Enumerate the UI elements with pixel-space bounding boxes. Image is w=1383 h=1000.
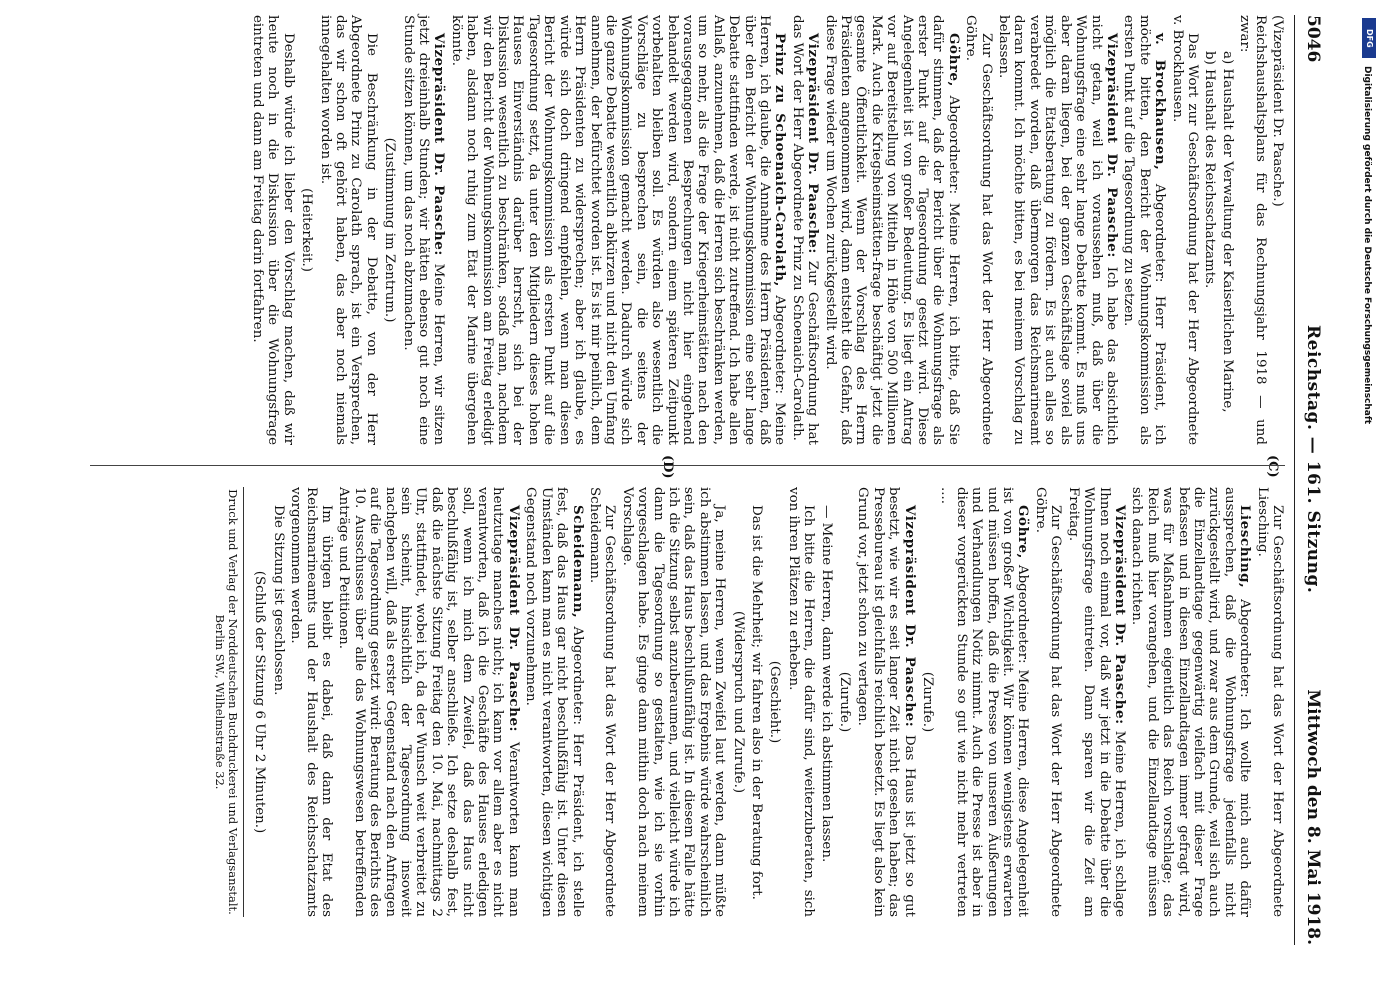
- page-number: 5046: [1303, 15, 1323, 63]
- paragraph: Zur Geschäftsordnung hat das Wort der Herr Abgeordnete Scheidemann.: [586, 487, 618, 917]
- speaker-name: Vizepräsident Dr. Paasche:: [1111, 505, 1128, 725]
- text-column-left: [248, 15, 1285, 445]
- printer-imprint: Druck und Verlag der Norddeutschen Buchdruckerei und Verlagsanstalt. Berlin SW., Wilhelmstraße 32.: [213, 489, 240, 915]
- column-divider: [90, 465, 1285, 466]
- paragraph: Vizepräsident Dr. Paasche: Meine Herren, wir sitzen jetzt dreieinhalb Stunden; wir hätten ebenso gut noch eine Stunde sitzen können, um das noch abzumachen.: [400, 15, 448, 445]
- paragraph: Das Wort zur Geschäftsordnung hat der Herr Abgeordnete v. Brockhausen.: [1169, 15, 1200, 445]
- paragraph: Reichshaushaltsplans für das Rechnungsjahr 1918 — und zwar:: [1237, 15, 1268, 445]
- paragraph: (Geschieht.): [767, 660, 783, 744]
- speaker-name: Göhre,: [1015, 505, 1032, 559]
- paragraph: — Meine Herren, dann werde ich abstimmen lassen.: [818, 505, 834, 863]
- paragraph: Im übrigen bleibt es dabei, daß dann der Etat des Reichsmarineamts und der Haushalt des Reichsschatzamts vorgenommen werden.: [288, 487, 335, 917]
- paragraph: (Heiterkeit.): [299, 188, 315, 272]
- margin-marker-d: (D): [660, 455, 675, 479]
- paragraph: Zur Geschäftsordnung hat das Wort der Herr Abgeordnete Göhre.: [1032, 487, 1064, 917]
- paragraph: Scheidemann, Abgeordneter: Herr Präsident, ich stelle fest, daß das Haus gar nicht beschlußfähig ist. Unter diesen Umständen kann man es nicht verantworten, diesen wichtigen Gegenstand noch vorzunehmen.: [523, 487, 586, 917]
- paragraph: v. Brockhausen, Abgeordneter: Herr Präsident, ich möchte bitten, den Bericht der Wohnungskommission als ersten Punkt auf die Tagesordnung zu setzen.: [1121, 15, 1169, 445]
- paragraph: Göhre, Abgeordneter: Meine Herren, diese Angelegenheit ist von großer Wichtigkeit. Wir können wenigstens erwarten und müssen hoffen, daß die Presse von unseren Äußerungen und Verhandlungen Notiz nimmt. Auch die Presse ist aber in dieser vorgerückten Stunde so gut wie nicht mehr vertreten ....: [938, 487, 1032, 917]
- paragraph: Die Sitzung ist geschlossen.: [270, 505, 286, 696]
- speaker-name: Vizepräsident Dr. Paasche:: [1103, 33, 1120, 258]
- paragraph: Ja, meine Herren, wenn Zweifel laut werden, dann müßte ich abstimmen lassen, und das Ergebnis würde wahrscheinlich sein, daß das Haus beschlußunfähig ist. In diesem Falle hätte ich die Sitzung selbst anzuberaumen, und vielleicht würde ich dann die Tagesordnung so gestalten, wie ich sie vorhin vorgeschlagen habe. Es ginge dann mithin doch nach meinem Vorschlage.: [619, 487, 728, 917]
- speaker-name: Vizepräsident Dr. Paasche:: [431, 33, 448, 256]
- paragraph: Zur Geschäftsordnung hat das Wort der Herr Abgeordnete Göhre.: [963, 15, 994, 445]
- speaker-name: Scheidemann,: [569, 505, 586, 619]
- header-rule: [1294, 15, 1295, 945]
- paragraph: (Zurufe.): [837, 671, 853, 733]
- paragraph: Vizepräsident Dr. Paasche: Ich habe das absichtlich nicht getan, weil ich voraussehen muß, daß über die Wohnungsfrage eine sehr lange Debatte kommt. Es muß uns aber daran liegen, bei der ganzen Geschäftslage soviel als möglich die Etatsberatung zu fördern. Es ist auch alles so verabredet worden, daß übermorgen das Reichsmarineamt daran kommt. Ich möchte bitten, es bei meinem Vorschlag zu belassen.: [996, 15, 1120, 445]
- header-title: Reichstag. — 161. Sitzung.: [1303, 325, 1323, 594]
- paragraph: Das ist die Mehrheit; wir fahren also in der Beratung fort.: [749, 505, 764, 900]
- paragraph: (Zustimmung im Zentrum.): [382, 137, 398, 323]
- paragraph: Vizepräsident Dr. Paasche: Das Haus ist jetzt so gut besetzt, wie wir es seit langer Zeit nicht gesehen haben; das Pressebureau ist gleichfalls reichlich besetzt. Es liegt also kein Grund vor, jetzt schon zu vertagen.: [855, 487, 918, 917]
- paragraph: Vizepräsident Dr. Paasche: Verantworten kann man heutzutage manches nicht; ich kann vor allem aber es nicht verantworten, daß ich die Geschäfte des Hauses erledigen soll, wenn ich mich dem Zweifel, daß das Haus nicht beschlußfähig ist, selber anschließe. Ich setze deshalb fest, daß die nächste Sitzung Freitag den 10. Mai, nachmittags 2 Uhr, stattfindet, wobei ich, da der Wunsch weit verbreitet zu sein scheint, hinsichtlich der Tagesordnung insoweit nachgeben will, daß als erster Gegenstand nach den Anfragen auf die Tagesordnung gesetzt wird: Beratung des Berichts des 10. Ausschusses über alle das Wohnungswesen betreffenden Anträge und Petitionen.: [336, 487, 522, 917]
- paragraph: Vizepräsident Dr. Paasche: Meine Herren, ich schlage Ihnen noch einmal vor, daß wir jetzt in die Debatte über die Wohnungsfrage eintreten. Dann sparen wir die Zeit am Freitag.: [1065, 487, 1128, 917]
- paragraph: b) Haushalt des Reichsschatzamts.: [1202, 51, 1218, 289]
- dfg-caption: Digitalisierung gefördert durch die Deutsche Forschungsgemeinschaft: [1362, 66, 1372, 425]
- digitization-sidebar: [1358, 10, 1380, 990]
- page-header: [1291, 15, 1335, 945]
- imprint-rule: [243, 487, 244, 917]
- dfg-logo: DFG: [1362, 18, 1376, 58]
- paragraph: Liesching, Abgeordneter: Ich wollte mich auch dafür aussprechen, daß die Wohnungsfrage jedenfalls nicht zurückgestellt wird, und zwar aus dem Grunde, weil sich auch die Einzellandtage gegenwärtig vielfach mit dieser Frage befassen und in diesen Einzellandtagen immer gefragt wird, was für Maßnahmen eigentlich das Reich vorschlage; das Reich muß hier vorangehen, und die Einzellandtage müssen sich danach richten.: [1129, 487, 1254, 917]
- paragraph: (Zurufe.): [920, 671, 936, 733]
- paragraph: Deshalb würde ich lieber den Vorschlag machen, daß wir heute noch in die Diskussion über die Wohnungsfrage eintreten und dann am Freitag darin fortfahren.: [250, 15, 296, 445]
- paragraph: Zur Geschäftsordnung hat das Wort der Herr Abgeordnete Liesching.: [1254, 487, 1285, 917]
- speaker-name: Vizepräsident Dr. Paasche:: [505, 505, 522, 733]
- margin-marker-c: (C): [1265, 455, 1280, 478]
- paragraph: Göhre, Abgeordneter: Meine Herren, ich bitte, daß Sie dafür stimmen, daß der Bericht über die Wohnungsfrage als erster Punkt auf die Tagesordnung gesetzt wird. Diese Angelegenheit ist von großer Bedeutung. Es liegt ein Antrag vor auf Bereitstellung von Mitteln in Höhe von 500 Millionen Mark. Auch die Kriegsheimstätten-frage beschäftigt jetzt die gesamte Öffentlichkeit. Wenn der Vorschlag des Herrn Präsidenten angenommen wird, dann entsteht die Gefahr, daß diese Frage wieder um Wochen zurückgestellt wird.: [822, 15, 962, 445]
- text-column-right: [211, 487, 1285, 917]
- speaker-name: Liesching,: [1237, 505, 1254, 589]
- header-date: Mittwoch den 8. Mai 1918.: [1303, 689, 1323, 945]
- speaker-name: Prinz zu Schoenaich-Carolath,: [772, 33, 789, 287]
- paragraph: Vizepräsident Dr. Paasche: Zur Geschäftsordnung hat das Wort der Herr Abgeordnete Prinz zu Schoenaich-Carolath.: [789, 15, 822, 445]
- speaker-name: Vizepräsident Dr. Paasche:: [901, 505, 918, 728]
- paragraph: Die Beschränkung in der Debatte, von der Herr Abgeordnete Prinz zu Carolath sprach, ist ein Versprechen, das wir schon oft gehört haben, das aber noch niemals innegehalten worden ist.: [317, 15, 379, 445]
- paragraph: (Vizepräsident Dr. Paasche.): [1270, 15, 1285, 207]
- speaker-name: Vizepräsident Dr. Paasche:: [805, 33, 822, 254]
- rotated-newspaper-page: [45, 15, 1335, 945]
- paragraph: Prinz zu Schoenaich-Carolath, Abgeordneter: Meine Herren, ich glaube, die Annahme des Herrn Präsidenten, daß über den Bericht der Wohnungskommission eine sehr lange Debatte stattfinden werde, ist nicht zutreffend. Ich habe allen Anlaß, anzunehmen, daß die Herren sich beschränken werden, um so mehr, als die Frage der Kriegerheimstätten nach den vorausgegangenen Besprechungen nicht hier eingehend behandelt werden wird, sondern einem späteren Zeitpunkt vorbehalten bleiben soll. Es würden also wesentlich die Vorschläge zu besprechen sein, die seitens der Wohnungskommission gemacht werden. Dadurch würde sich die ganze Debatte wesentlich abkürzen und nicht den Umfang annehmen, der befürchtet worden ist. Es ist mir peinlich, dem Herrn Präsidenten zu widersprechen; aber ich glaube, es würde sich doch dringend empfehlen, wenn man diesen Bericht der Wohnungskommission als ersten Punkt auf die Tagesordnung setzt, da unter den Mitgliedern dieses hohen Hauses Einverständnis darüber herrscht, sich bei der Diskussion wesentlich zu beschränken, sodaß man, nachdem wir den Bericht der Wohnungskommission am Freitag erledigt haben, alsdann noch ruhig zum Etat der Marine übergehen könnte.: [448, 15, 789, 445]
- paragraph: (Widerspruch und Zurufe.): [730, 610, 746, 794]
- speaker-name: v. Brockhausen,: [1152, 33, 1169, 171]
- paragraph: (Schluß der Sitzung 6 Uhr 2 Minuten.): [252, 570, 268, 834]
- speaker-name: Göhre,: [945, 33, 962, 87]
- paragraph: a) Haushalt der Verwaltung der Kaiserlichen Marine,: [1219, 51, 1235, 413]
- paragraph: Ich bitte die Herren, die dafür sind, weiterzuberaten, sich von ihren Plätzen zu erheben.: [785, 487, 817, 917]
